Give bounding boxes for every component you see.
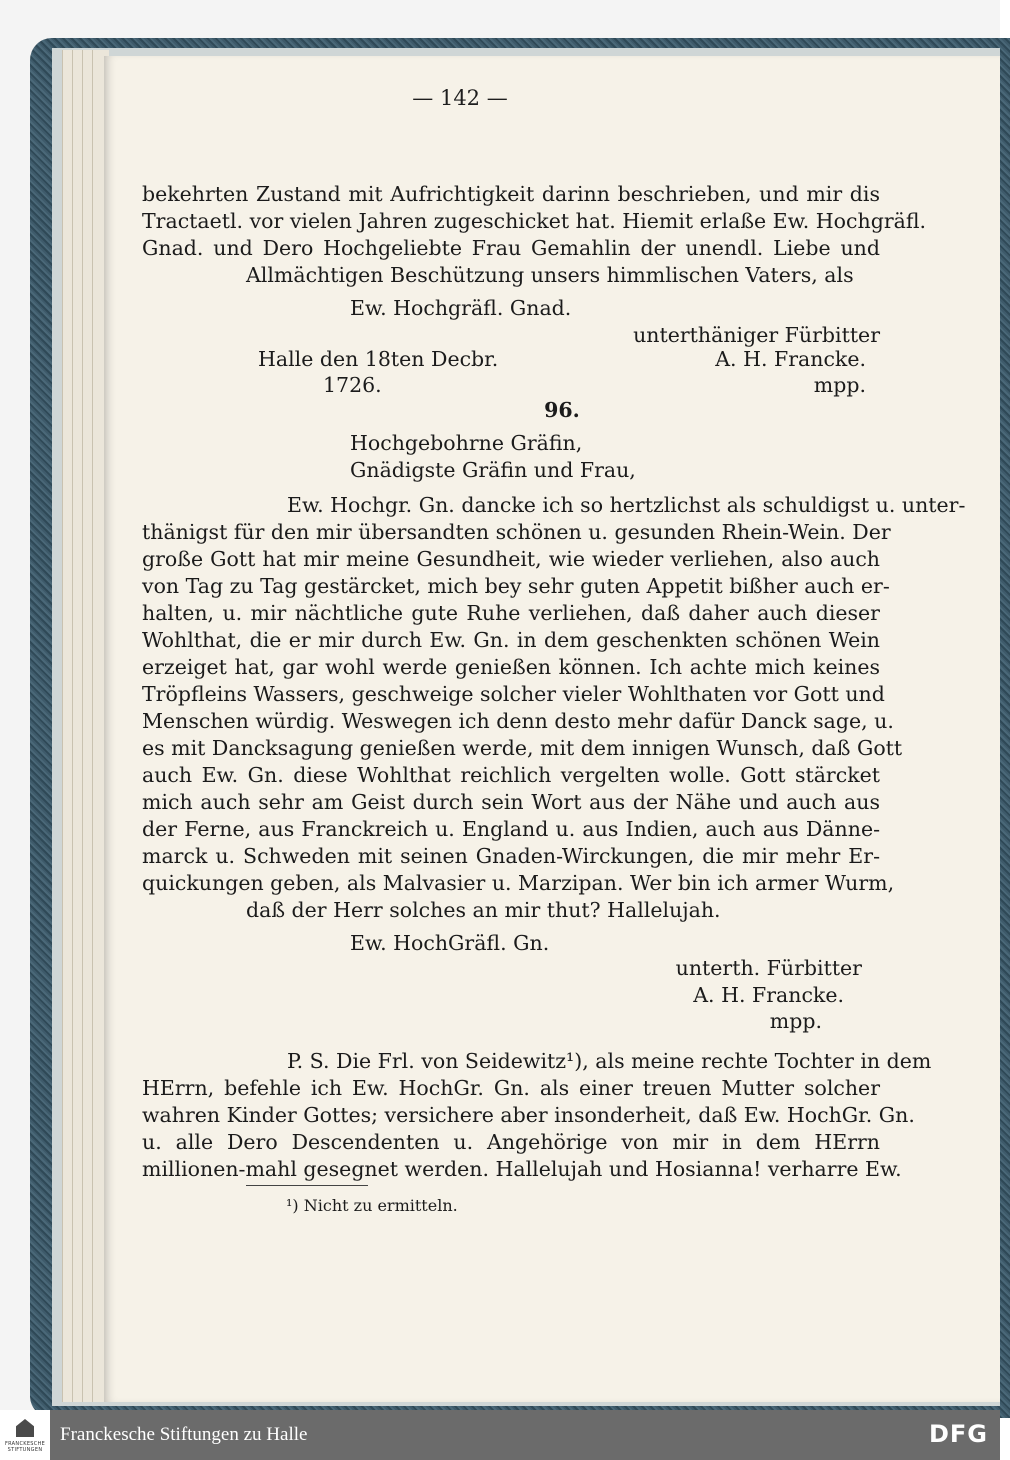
signature: A. H. Francke. xyxy=(693,983,844,1007)
letter-number: 96. xyxy=(544,398,580,422)
text-line: bekehrten Zustand mit Aufrichtigkeit darinn beschrieben, und mir dis xyxy=(142,182,880,206)
footnote-rule xyxy=(246,1185,368,1186)
text-line: daß der Herr solches an mir thut? Hallelujah. xyxy=(246,898,721,922)
closing-title: unterthäniger Fürbitter xyxy=(633,323,880,347)
franckesche-logo[interactable] xyxy=(0,1410,50,1460)
text-line: Tröpfleins Wassers, geschweige solcher vieler Wohlthaten vor Gott und xyxy=(142,682,885,706)
text-line: Tractaetl. vor vielen Jahren zugeschicket hat. Hiemit erlaße Ew. Hochgräfl. xyxy=(142,209,927,233)
closing-salutation: Ew. Hochgräfl. Gnad. xyxy=(350,296,572,320)
postscript-line: HErrn, befehle ich Ew. HochGr. Gn. als einer treuen Mutter solcher xyxy=(142,1076,880,1100)
text-line: thänigst für den mir übersandten schönen u. gesunden Rhein-Wein. Der xyxy=(142,520,891,544)
postscript-line: u. alle Dero Descendenten u. Angehörige von mir in dem HErrn xyxy=(142,1130,880,1154)
postscript-line: millionen-mahl gesegnet werden. Hallelujah und Hosianna! verharre Ew. xyxy=(142,1157,902,1181)
text-line: große Gott hat mir meine Gesundheit, wie wieder verliehen, also auch xyxy=(142,547,880,571)
page-number: — 142 — xyxy=(412,86,508,110)
postscript-line: wahren Kinder Gottes; versichere aber insonderheit, daß Ew. HochGr. Gn. xyxy=(142,1103,915,1127)
footnote: ¹) Nicht zu ermitteln. xyxy=(286,1196,458,1215)
signature: A. H. Francke. xyxy=(715,347,866,371)
text-line: Ew. Hochgr. Gn. dancke ich so hertzlichst als schuldigst u. unter- xyxy=(287,493,966,517)
text-line: Allmächtigen Beschützung unsers himmlischen Vaters, als xyxy=(246,263,854,287)
closing-salutation: Ew. HochGräfl. Gn. xyxy=(350,931,550,955)
institution-title[interactable]: Franckesche Stiftungen zu Halle xyxy=(60,1424,308,1445)
text-line: marck u. Schweden mit seinen Gnaden-Wirckungen, die mir mehr Er- xyxy=(142,844,880,868)
address-line: Gnädigste Gräfin und Frau, xyxy=(350,458,636,482)
text-line: der Ferne, aus Franckreich u. England u. aus Indien, auch aus Dänne- xyxy=(142,817,880,841)
text-line: quickungen geben, als Malvasier u. Marzipan. Wer bin ich armer Wurm, xyxy=(142,871,895,895)
text-line: Wohlthat, die er mir durch Ew. Gn. in dem geschenkten schönen Wein xyxy=(142,628,880,652)
text-line: Gnad. und Dero Hochgeliebte Frau Gemahlin der unendl. Liebe und xyxy=(142,236,880,260)
text-line: mich auch sehr am Geist durch sein Wort aus der Nähe und auch aus xyxy=(142,790,880,814)
year: 1726. xyxy=(323,373,382,397)
mpp-mark: mpp. xyxy=(769,1009,822,1033)
address-line: Hochgebohrne Gräfin, xyxy=(350,431,583,455)
text-line: auch Ew. Gn. diese Wohlthat reichlich vergelten wolle. Gott stärcket xyxy=(142,763,880,787)
text-line: halten, u. mir nächtliche gute Ruhe verliehen, daß daher auch dieser xyxy=(142,601,880,625)
text-line: Menschen würdig. Weswegen ich denn desto mehr dafür Danck sage, u. xyxy=(142,709,894,733)
house-icon xyxy=(16,1419,34,1437)
mpp-mark: mpp. xyxy=(813,373,866,397)
logo-text: FRANCKESCHE STIFTUNGEN xyxy=(4,1441,46,1453)
closing-title: unterth. Fürbitter xyxy=(675,956,862,980)
place-date: Halle den 18ten Decbr. xyxy=(258,347,499,371)
text-line: erzeiget hat, gar wohl werde genießen können. Ich achte mich keines xyxy=(142,655,880,679)
text-line: es mit Dancksagung genießen werde, mit dem innigen Wunsch, daß Gott xyxy=(142,736,903,760)
postscript-line: P. S. Die Frl. von Seidewitz¹), als meine rechte Tochter in dem xyxy=(287,1049,932,1073)
viewer-footer-bar xyxy=(0,1410,1000,1460)
text-line: von Tag zu Tag gestärcket, mich bey sehr guten Appetit bißher auch er- xyxy=(142,574,890,598)
dfg-logo[interactable]: DFG xyxy=(928,1420,988,1448)
